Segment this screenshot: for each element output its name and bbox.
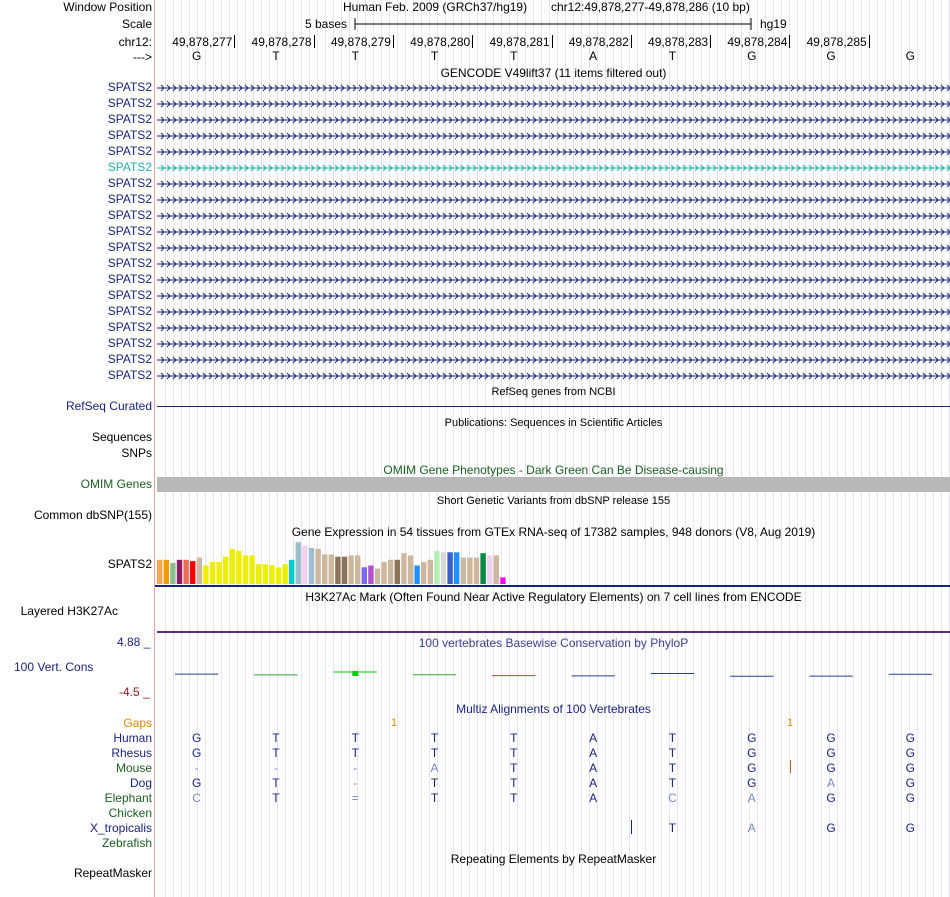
gaps-label: Gaps [123, 716, 152, 730]
alignment-base: T [351, 731, 359, 745]
alignment-base: A [589, 776, 598, 790]
alignment-base: T [668, 776, 677, 790]
gencode-transcript-label[interactable]: SPATS2 [107, 336, 152, 350]
alignment-base: A [589, 731, 598, 745]
gencode-transcript-label[interactable]: SPATS2 [107, 176, 152, 190]
gtex-divider [155, 585, 950, 587]
alignment-base: A [589, 791, 598, 805]
alignment-base: T [430, 731, 439, 745]
gencode-transcript-label[interactable]: SPATS2 [107, 272, 152, 286]
alignment-base: T [510, 791, 518, 805]
gtex-tissue-bar [249, 555, 254, 584]
alignment-base: G [747, 731, 757, 745]
omim-gene-bar[interactable] [157, 477, 950, 492]
mouse-insert-marker [790, 760, 791, 773]
h3k27ac-divider [157, 631, 950, 633]
alignment-base: G [826, 791, 836, 805]
alignment-base: G [747, 746, 757, 760]
scale-bases-text: 5 bases [305, 17, 348, 31]
scale-label: Scale [121, 17, 152, 31]
multiz-species-label[interactable]: Mouse [115, 761, 152, 775]
alignment-base: G [191, 776, 202, 790]
base-letter: T [272, 49, 280, 63]
gtex-tissue-bar [342, 557, 347, 584]
base-letter: G [826, 49, 836, 63]
alignment-base: G [747, 761, 757, 775]
alignment-base: G [826, 731, 836, 745]
gencode-transcript-label[interactable]: SPATS2 [107, 288, 152, 302]
base-letter: T [668, 49, 677, 63]
gencode-transcript-line[interactable] [157, 98, 950, 110]
gtex-tissue-bar [190, 561, 195, 584]
alignment-base: T [430, 791, 439, 805]
alignment-base: T [272, 731, 280, 745]
gtex-tissue-bar [282, 564, 287, 584]
gencode-transcript-line[interactable] [157, 338, 950, 350]
gtex-tissue-bar [335, 557, 340, 584]
gtex-tissue-bar [177, 560, 182, 584]
alignment-base: = [351, 791, 359, 805]
gtex-tissue-bar [434, 551, 439, 584]
gtex-tissue-bar [183, 560, 188, 584]
conservation-plot[interactable] [157, 650, 950, 700]
gtex-tissue-bar [302, 546, 307, 584]
alignment-base: A [747, 821, 756, 835]
gtex-tissue-bar [408, 555, 413, 584]
alignment-base: G [905, 791, 916, 805]
strand-label: ---> [133, 50, 152, 64]
coordinate-tick [314, 35, 315, 48]
gencode-transcript-label[interactable]: SPATS2 [107, 320, 152, 334]
base-letter: G [747, 49, 757, 63]
refseq-track-title: RefSeq genes from NCBI [491, 386, 616, 398]
alignment-base: G [905, 821, 916, 835]
gtex-tissue-bar [210, 562, 215, 584]
gencode-transcript-line[interactable] [157, 146, 950, 158]
conservation-track-label[interactable]: 100 Vert. Cons [14, 660, 94, 674]
gtex-tissue-bar [447, 552, 452, 584]
gtex-tissue-bar [289, 560, 294, 584]
conservation-ymax: 4.88 _ [117, 635, 151, 649]
gtex-tissue-bar [216, 562, 221, 584]
gencode-transcript-label[interactable]: SPATS2 [107, 192, 152, 206]
gtex-tissue-bar [487, 555, 492, 584]
gencode-transcript-label[interactable]: SPATS2 [107, 304, 152, 318]
gencode-transcript-label[interactable]: SPATS2 [107, 352, 152, 366]
gencode-transcript-line[interactable] [157, 322, 950, 334]
gtex-tissue-bar [401, 553, 406, 584]
coordinate-tick-label: 49,878,280 [410, 35, 471, 49]
coordinate-tick-label: 49,878,285 [806, 35, 867, 49]
coordinate-tick [869, 35, 870, 48]
coordinate-tick-label: 49,878,283 [648, 35, 709, 49]
alignment-base: G [826, 746, 836, 760]
conservation-track-title: 100 vertebrates Basewise Conservation by PhyloP [418, 636, 689, 650]
coordinate-tick-label: 49,878,281 [489, 35, 550, 49]
gtex-tissue-bar [421, 562, 426, 584]
gtex-track-title: Gene Expression in 54 tissues from GTEx RNA-seq of 17382 samples, 948 donors (V8, Aug 2019) [291, 525, 816, 539]
gtex-tissue-bar [170, 563, 175, 584]
alignment-base: C [668, 791, 677, 805]
coordinate-tick [234, 35, 235, 48]
multiz-species-label[interactable]: Rhesus [111, 746, 152, 760]
gencode-transcript-line[interactable] [157, 114, 950, 126]
gencode-transcript-label[interactable]: SPATS2 [107, 80, 152, 94]
conservation-ymin: -4.5 _ [119, 685, 150, 699]
gencode-transcript-label[interactable]: SPATS2 [107, 224, 152, 238]
multiz-species-label[interactable]: Human [113, 731, 152, 745]
alignment-base: A [430, 761, 439, 775]
gencode-transcript-line[interactable] [157, 274, 950, 286]
gtex-tissue-bar [256, 564, 261, 584]
gencode-transcript-label[interactable]: SPATS2 [107, 160, 152, 174]
alignment-base: T [272, 746, 280, 760]
gtex-tissue-bar [164, 560, 169, 584]
base-letter: T [351, 49, 359, 63]
publications-track-title: Publications: Sequences in Scientific Articles [444, 417, 663, 429]
alignment-base: T [668, 761, 677, 775]
db-label: hg19 [760, 17, 787, 31]
alignment-base: T [510, 761, 518, 775]
gtex-tissue-bar [296, 542, 301, 584]
gtex-tissue-bar [368, 566, 373, 585]
alignment-base: T [351, 746, 359, 760]
alignment-base: A [589, 761, 598, 775]
base-letter: T [430, 49, 439, 63]
gencode-transcript-line[interactable] [157, 258, 950, 270]
h3k27ac-track-label[interactable]: Layered H3K27Ac [20, 604, 118, 618]
coordinate-tick [552, 35, 553, 48]
alignment-base: - [273, 761, 278, 775]
assembly-text: Human Feb. 2009 (GRCh37/hg19) [343, 0, 528, 14]
gtex-tissue-bar [428, 560, 433, 584]
gencode-transcript-line[interactable] [157, 290, 950, 302]
gtex-tissue-bar [197, 558, 202, 584]
coordinate-tick-label: 49,878,279 [330, 35, 391, 49]
alignment-base: T [668, 746, 677, 760]
gtex-tissue-bar [230, 549, 235, 584]
alignment-base: - [194, 761, 199, 775]
alignment-base: A [827, 776, 836, 790]
gtex-tissue-bar [362, 567, 367, 584]
base-letter: G [191, 49, 202, 63]
base-letter: G [905, 49, 916, 63]
gtex-tissue-bar [480, 553, 485, 584]
gtex-tissue-bar [494, 555, 499, 584]
gtex-tissue-bar [355, 555, 360, 584]
alignment-base: C [192, 791, 201, 805]
multiz-species-label[interactable]: X_tropicalis [89, 821, 152, 835]
dbsnp-track-label[interactable]: Common dbSNP(155) [33, 508, 152, 522]
multiz-species-label[interactable]: Zebrafish [101, 836, 152, 850]
gencode-transcript-line[interactable] [157, 354, 950, 366]
window-position-label: Window Position [63, 0, 152, 14]
coordinate-tick-label: 49,878,284 [727, 35, 788, 49]
dbsnp-track-title: Short Genetic Variants from dbSNP release 155 [436, 495, 671, 507]
coordinate-tick [472, 35, 473, 48]
gtex-tissue-bar [329, 555, 334, 585]
gencode-transcript-label[interactable]: SPATS2 [107, 368, 152, 382]
gtex-tissue-bar [500, 577, 505, 584]
alignment-base: T [430, 776, 439, 790]
conservation-peak-mark [352, 671, 358, 676]
gencode-transcript-line[interactable] [157, 82, 950, 94]
alignment-base: T [510, 731, 518, 745]
alignment-base: A [747, 791, 756, 805]
multiz-track-title: Multiz Alignments of 100 Vertebrates [456, 702, 651, 716]
gtex-tissue-bar [474, 558, 479, 584]
gtex-tissue-bar [375, 569, 380, 584]
gtex-tissue-bar [309, 548, 314, 584]
base-letter: A [589, 49, 598, 63]
refseq-divider [157, 406, 950, 407]
alignment-base: G [747, 776, 757, 790]
gencode-transcript-line[interactable] [157, 162, 950, 174]
coordinate-tick-label: 49,878,277 [172, 35, 233, 49]
gencode-transcript-label[interactable]: SPATS2 [107, 112, 152, 126]
alignment-base: G [826, 821, 836, 835]
gencode-transcript-line[interactable] [157, 226, 950, 238]
alignment-base: G [191, 746, 202, 760]
repeatmasker-track-label[interactable]: RepeatMasker [73, 866, 152, 880]
alignment-base: T [668, 731, 677, 745]
alignment-base: T [510, 776, 518, 790]
h3k27ac-track-title: H3K27Ac Mark (Often Found Near Active Regulatory Elements) on 7 cell lines from ENCODE [305, 590, 802, 604]
coordinate-tick-label: 49,878,278 [251, 35, 312, 49]
alignment-base: A [589, 746, 598, 760]
gtex-tissue-bar [315, 549, 320, 584]
xtrop-insert-marker [631, 820, 632, 834]
gtex-tissue-bar [276, 567, 281, 584]
alignment-base: G [905, 746, 916, 760]
scale-bar [353, 17, 753, 31]
gtex-tissue-bar [348, 555, 353, 584]
gencode-transcript-label[interactable]: SPATS2 [107, 144, 152, 158]
gtex-tissue-bar [223, 557, 228, 584]
alignment-base: T [430, 746, 439, 760]
alignment-base: G [826, 761, 836, 775]
gtex-tissue-bar [263, 564, 268, 584]
publications-sequences-label[interactable]: Sequences [91, 430, 152, 444]
gtex-tissue-bar [236, 551, 241, 584]
gencode-transcript-line[interactable] [157, 210, 950, 222]
alignment-base: T [272, 776, 280, 790]
gencode-transcript-label[interactable]: SPATS2 [107, 208, 152, 222]
alignment-base: T [510, 746, 518, 760]
gtex-tissue-bar [395, 560, 400, 584]
gencode-transcript-label[interactable]: SPATS2 [107, 128, 152, 142]
gtex-tissue-bar [243, 555, 248, 584]
chrom-label: chr12: [118, 35, 152, 49]
coordinate-tick [789, 35, 790, 48]
repeatmasker-track-title: Repeating Elements by RepeatMasker [450, 852, 657, 866]
gencode-transcript-line[interactable] [157, 178, 950, 190]
coordinate-tick [710, 35, 711, 48]
gencode-transcript-label[interactable]: SPATS2 [107, 96, 152, 110]
position-text: chr12:49,878,277-49,878,286 (10 bp) [551, 0, 750, 14]
gtex-tissue-bar [461, 558, 466, 584]
gencode-track-title: GENCODE V49lift37 (11 items filtered out) [440, 66, 667, 80]
alignment-base: - [353, 776, 358, 790]
gencode-transcript-line[interactable] [157, 130, 950, 142]
gtex-tissue-bar [454, 552, 459, 584]
gtex-expression-chart[interactable] [157, 540, 557, 585]
gtex-track-label[interactable]: SPATS2 [107, 557, 152, 571]
omim-track-label[interactable]: OMIM Genes [80, 477, 152, 491]
gtex-tissue-bar [441, 552, 446, 584]
coordinate-tick [393, 35, 394, 48]
refseq-track-label[interactable]: RefSeq Curated [65, 399, 152, 413]
gencode-transcript-line[interactable] [157, 370, 950, 382]
gap-marker: 1 [391, 717, 398, 729]
gtex-tissue-bar [203, 566, 208, 585]
omim-track-title: OMIM Gene Phenotypes - Dark Green Can Be Disease-causing [383, 463, 724, 477]
multiz-species-label[interactable]: Chicken [108, 806, 152, 820]
alignment-base: G [191, 731, 202, 745]
alignment-base: G [905, 731, 916, 745]
gtex-tissue-bar [388, 560, 393, 584]
gencode-transcript-line[interactable] [157, 306, 950, 318]
gtex-tissue-bar [467, 558, 472, 584]
gencode-transcript-line[interactable] [157, 242, 950, 254]
publications-snps-label[interactable]: SNPs [121, 446, 152, 460]
alignment-base: T [272, 791, 280, 805]
coordinate-tick [631, 35, 632, 48]
gtex-tissue-bar [269, 565, 274, 584]
gtex-tissue-bar [157, 560, 162, 584]
gencode-transcript-label[interactable]: SPATS2 [107, 256, 152, 270]
alignment-base: T [668, 821, 677, 835]
gencode-transcript-label[interactable]: SPATS2 [107, 240, 152, 254]
gencode-transcript-line[interactable] [157, 194, 950, 206]
multiz-species-label[interactable]: Elephant [104, 791, 152, 805]
base-letter: T [510, 49, 518, 63]
gap-marker: 1 [787, 717, 794, 729]
gtex-tissue-bar [414, 566, 419, 585]
alignment-base: G [905, 761, 916, 775]
alignment-base: G [905, 776, 916, 790]
alignment-base: - [353, 761, 358, 775]
gtex-tissue-bar [381, 562, 386, 584]
gtex-tissue-bar [322, 555, 327, 585]
multiz-species-label[interactable]: Dog [129, 776, 152, 790]
coordinate-tick-label: 49,878,282 [568, 35, 629, 49]
